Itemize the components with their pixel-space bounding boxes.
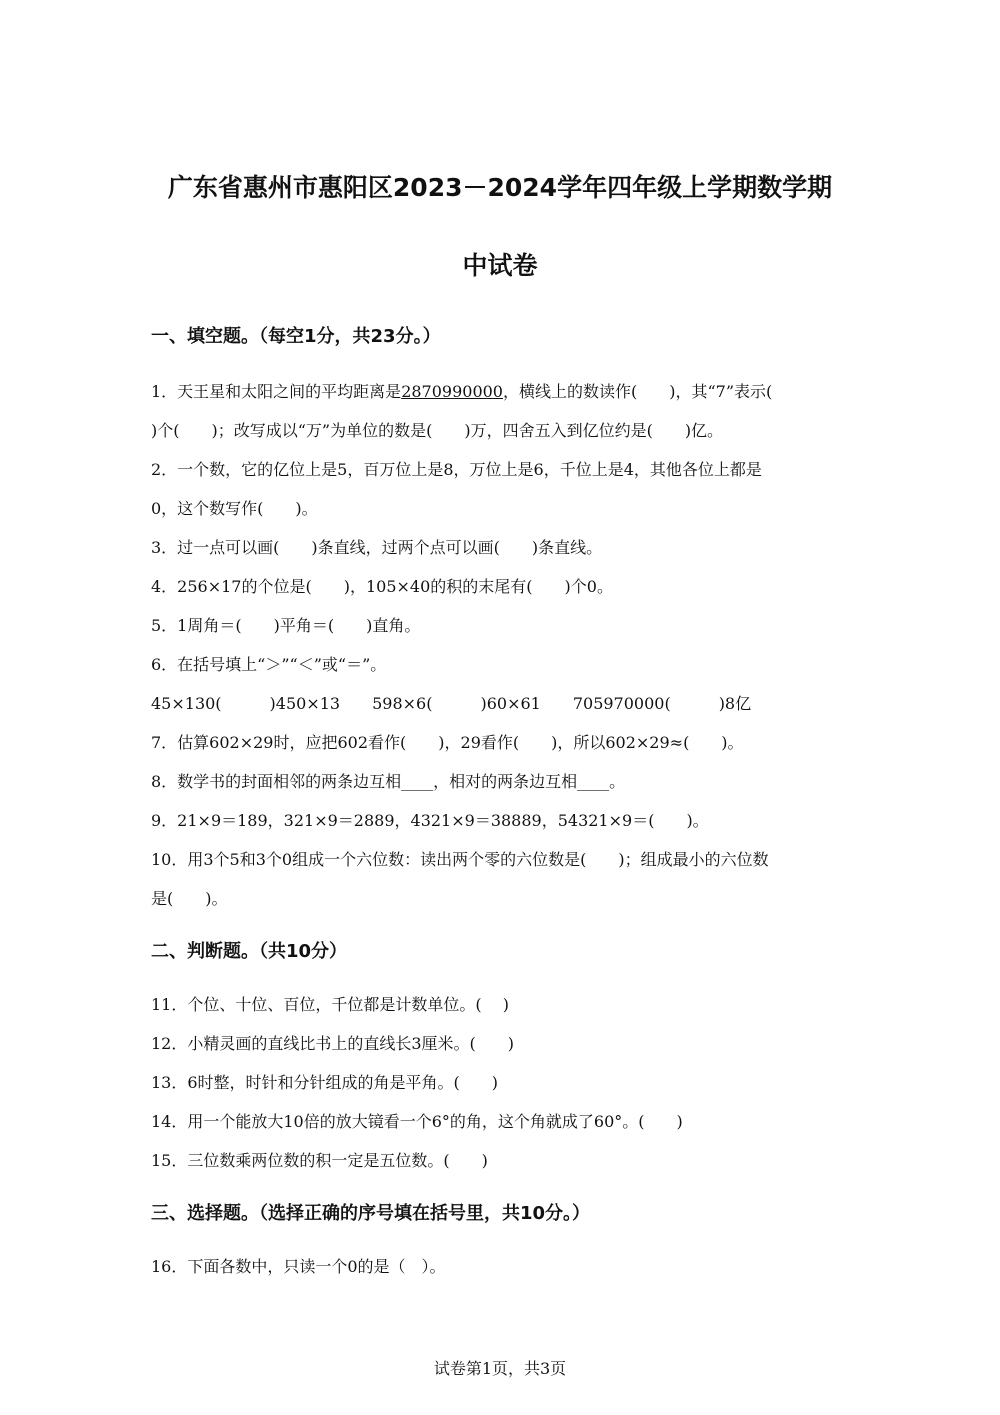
question-6-line-1: 6．在括号填上“＞”“＜”或“＝”。 [151,655,387,674]
question-11: 11．个位、十位、百位，千位都是计数单位。( ) [151,995,509,1014]
exam-title-line-1: 广东省惠州市惠阳区2023－2024学年四年级上学期数学期 [167,173,833,202]
question-10-line-1: 10．用3个5和3个0组成一个六位数：读出两个零的六位数是( )；组成最小的六位数 [151,850,769,869]
question-13: 13．6时整，时针和分针组成的角是平角。( ) [151,1073,499,1092]
question-15: 15．三位数乘两位数的积一定是五位数。( ) [151,1151,488,1170]
question-14: 14．用一个能放大10倍的放大镜看一个6°的角，这个角就成了60°。( ) [151,1112,683,1131]
question-5: 5．1周角＝( )平角＝( )直角。 [151,616,421,635]
question-4: 4．256×17的个位是( )，105×40的积的末尾有( )个0。 [151,577,613,596]
section-multiple-choice: 三、选择题。（选择正确的序号填在括号里，共10分。） [151,1203,591,1224]
question-7: 7．估算602×29时，应把602看作( )，29看作( )，所以602×29≈( )。 [151,733,744,752]
question-1-line-1 [151,379,772,402]
question-2-line-1: 2．一个数，它的亿位上是5，百万位上是8，万位上是6，千位上是4，其他各位上都是 [151,460,762,479]
question-1-text-b: ，横线上的数读作( )，其“7”表示( [502,382,773,401]
question-10-line-2: 是( )。 [151,889,228,908]
question-9: 9．21×9＝189，321×9＝2889，4321×9＝38889，54321×9＝( )。 [151,811,709,830]
section-true-false: 二、判断题。（共10分） [151,941,348,962]
question-3: 3．过一点可以画( )条直线，过两个点可以画( )条直线。 [151,538,603,557]
exam-title-line-2: 中试卷 [462,251,538,280]
question-8: 8．数学书的封面相邻的两条边互相____，相对的两条边互相____。 [151,772,626,791]
question-2-line-2: 0，这个数写作( )。 [151,499,318,518]
question-12: 12．小精灵画的直线比书上的直线长3厘米。( ) [151,1034,515,1053]
question-16: 16．下面各数中，只读一个0的是（ ）。 [151,1257,446,1276]
page-footer: 试卷第1页，共3页 [433,1359,567,1378]
question-6-line-2: 45×130( )450×13 598×6( )60×61 705970000( )8亿 [151,694,752,713]
section-fill-in-blank: 一、填空题。（每空1分，共23分。） [151,326,441,347]
question-1-line-2: )个( )；改写成以“万”为单位的数是( )万，四舍五入到亿位约是( )亿。 [151,421,724,440]
question-1-text-a: 1．天王星和太阳之间的平均距离是 [151,382,402,401]
question-1-number: 2870990000 [401,382,503,401]
